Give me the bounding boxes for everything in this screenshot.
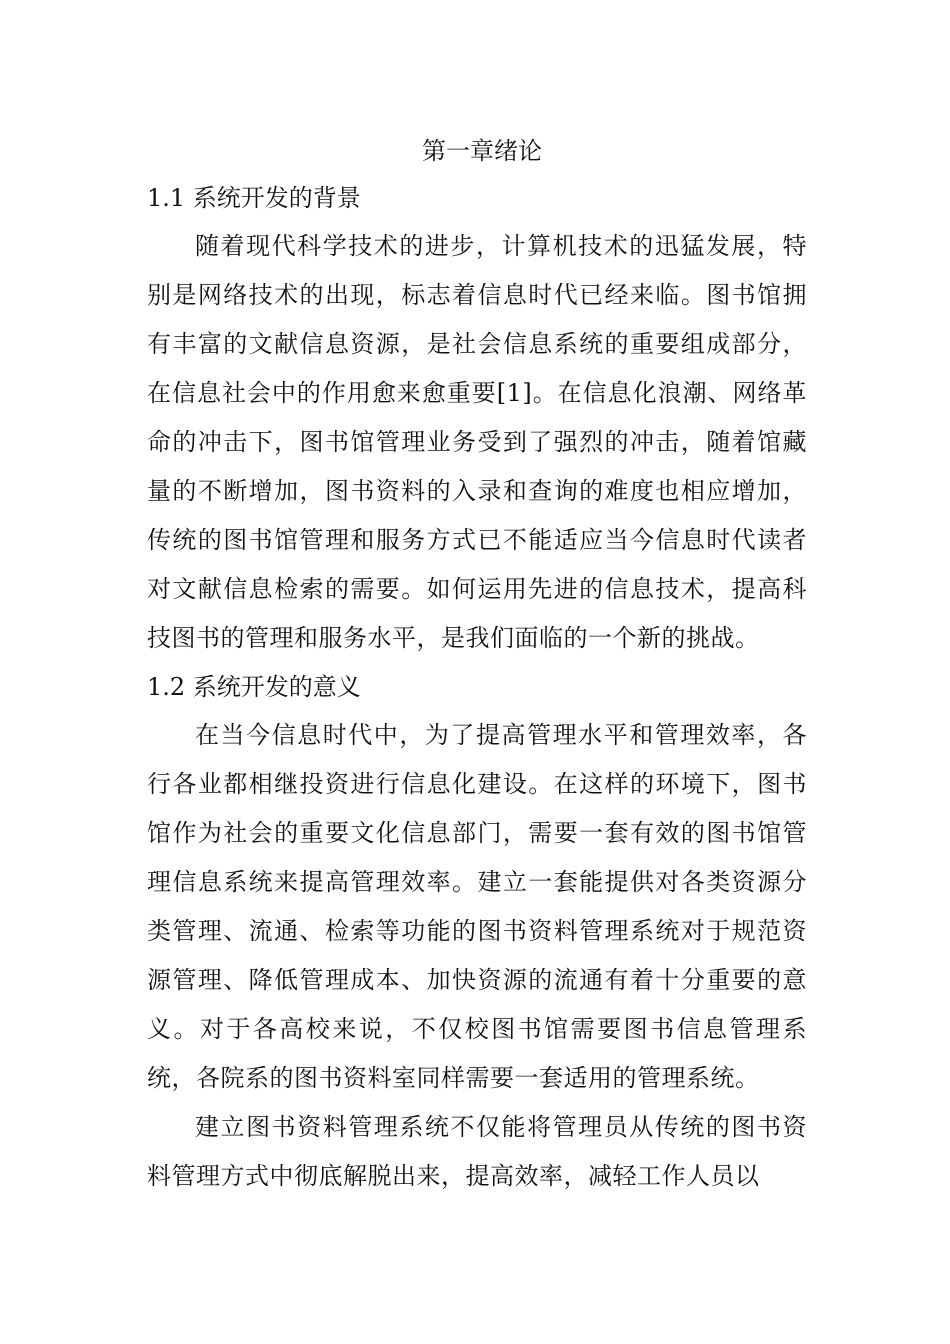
chapter-title: 第一章绪论 <box>422 137 542 165</box>
section-heading-significance: 1.2 系统开发的意义 <box>147 673 361 701</box>
document-page <box>147 128 807 1201</box>
paragraph-significance-2: 建立图书资料管理系统不仅能将管理员从传统的图书资料管理方式中彻底解脱出来，提高效率，减轻工作人员以 <box>147 1113 807 1190</box>
paragraph-background: 随着现代科学技术的进步，计算机技术的迅猛发展，特别是网络技术的出现，标志着信息时代已经来临。图书馆拥有丰富的文献信息资源，是社会信息系统的重要组成部分，在信息社会中的作用愈来愈重要[1]。在信息化浪潮、网络革命的冲击下，图书馆管理业务受到了强烈的冲击，随着馆藏量的不断增加，图书资料的入录和查询的难度也相应增加，传统的图书馆管理和服务方式已不能适应当今信息时代读者对文献信息检索的需要。如何运用先进的信息技术，提高科技图书的管理和服务水平，是我们面临的一个新的挑战。 <box>147 232 807 652</box>
paragraph-significance-1: 在当今信息时代中，为了提高管理水平和管理效率，各行各业都相继投资进行信息化建设。在这样的环境下，图书馆作为社会的重要文化信息部门，需要一套有效的图书馆管理信息系统来提高管理效率。建立一套能提供对各类资源分类管理、流通、检索等功能的图书资料管理系统对于规范资源管理、降低管理成本、加快资源的流通有着十分重要的意义。对于各高校来说，不仅校图书馆需要图书信息管理系统，各院系的图书资料室同样需要一套适用的管理系统。 <box>147 721 807 1092</box>
section-heading-background: 1.1 系统开发的背景 <box>147 184 361 212</box>
